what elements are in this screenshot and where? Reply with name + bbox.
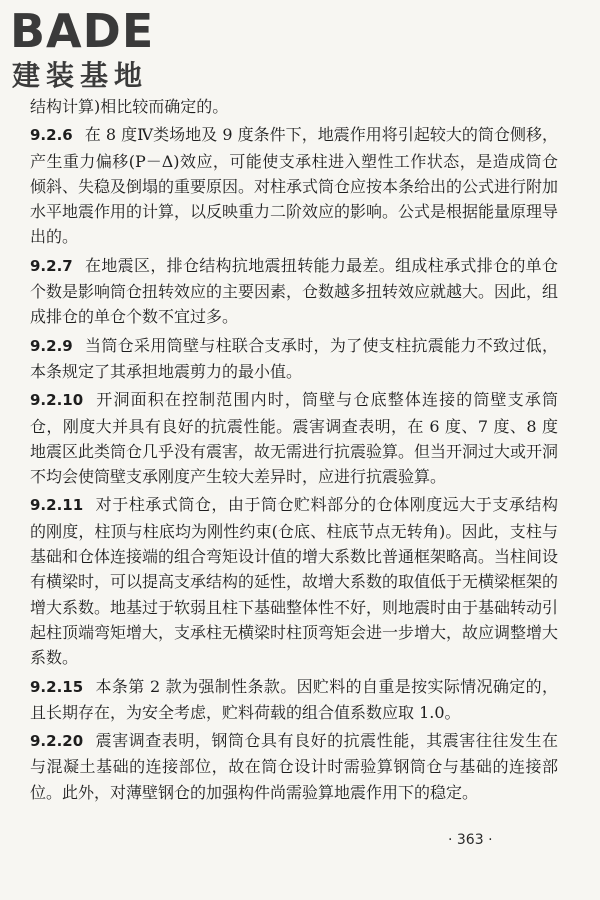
clause-text: 开洞面积在控制范围内时，筒壁与仓底整体连接的筒壁支承筒仓，刚度大并具有良好的抗震性能。震害调查表明，在 6 度、7 度、8 度地震区此类筒仓几乎没有震害，故无需进行抗震验算。但当开洞过大或开洞不均会使筒壁支承刚度产生较大差异时，应进行抗震验算。 <box>30 390 559 487</box>
logo-latin-text: BADE <box>10 4 155 58</box>
clause-9-2-15 <box>30 674 558 726</box>
clause-text: 在 8 度Ⅳ类场地及 9 度条件下，地震作用将引起较大的筒仓侧移，产生重力偏移(P－Δ)效应，可能使支承柱进入塑性工作状态，是造成筒仓倾斜、失稳及倒塌的重要原因。对柱承式筒仓应按本条给出的公式进行附加水平地震作用的计算，以反映重力二阶效应的影响。公式是根据能量原理导出的。 <box>30 125 559 247</box>
page-number: · 363 · <box>448 832 493 848</box>
logo-cjk-text: 建装基地 <box>12 59 149 92</box>
clause-text: 本条第 2 款为强制性条款。因贮料的自重是按实际情况确定的，且长期存在，为安全考虑，贮料荷载的组合值系数应取 1.0。 <box>30 676 558 722</box>
clause-text: 在地震区，排仓结构抗地震扭转能力最差。组成柱承式排仓的单仓个数是影响筒仓扭转效应的主要因素，仓数越多扭转效应就越大。因此，组成排仓的单仓个数不宜过多。 <box>30 255 559 327</box>
clause-number: 9.2.7 <box>30 256 73 275</box>
clause-text: 对于柱承式筒仓，由于筒仓贮料部分的仓体刚度远大于支承结构的刚度，柱顶与柱底均为刚性约束(仓底、柱底节点无转角)。因此，支柱与基础和仓体连接端的组合弯矩设计值的增大系数比普通框架略高。当柱间设有横梁时，可以提高支承结构的延性，故增大系数的取值低于无横梁框架的增大系数。地基过于软弱且柱下基础整体性不好，则地震时由于基础转动引起柱顶端弯矩增大，支承柱无横梁时柱顶弯矩会进一步增大，故应调整增大系数。 <box>30 495 559 668</box>
continuation-paragraph: 结构计算)相比较而确定的。 <box>30 97 229 116</box>
clause-9-2-9 <box>30 333 558 385</box>
clause-number: 9.2.15 <box>30 677 84 696</box>
clause-number: 9.2.11 <box>30 496 84 515</box>
clause-number: 9.2.10 <box>30 391 84 410</box>
publisher-logo <box>10 6 180 94</box>
clause-9-2-11 <box>30 492 558 670</box>
page-body <box>30 94 558 808</box>
clause-9-2-6 <box>30 122 558 249</box>
clause-9-2-10 <box>30 387 558 489</box>
clause-text: 震害调查表明，钢筒仓具有良好的抗震性能，其震害往往发生在与混凝土基础的连接部位，故在筒仓设计时需验算钢筒仓与基础的连接部位。此外，对薄壁钢仓的加强构件尚需验算地震作用下的稳定。 <box>30 731 558 802</box>
clause-number: 9.2.6 <box>30 126 73 145</box>
clause-9-2-7 <box>30 253 558 330</box>
clause-number: 9.2.9 <box>30 336 73 355</box>
clause-number: 9.2.20 <box>30 732 84 751</box>
clause-9-2-20 <box>30 728 558 805</box>
clause-text: 当筒仓采用筒壁与柱联合支承时，为了使支柱抗震能力不致过低，本条规定了其承担地震剪力的最小值。 <box>30 335 558 381</box>
